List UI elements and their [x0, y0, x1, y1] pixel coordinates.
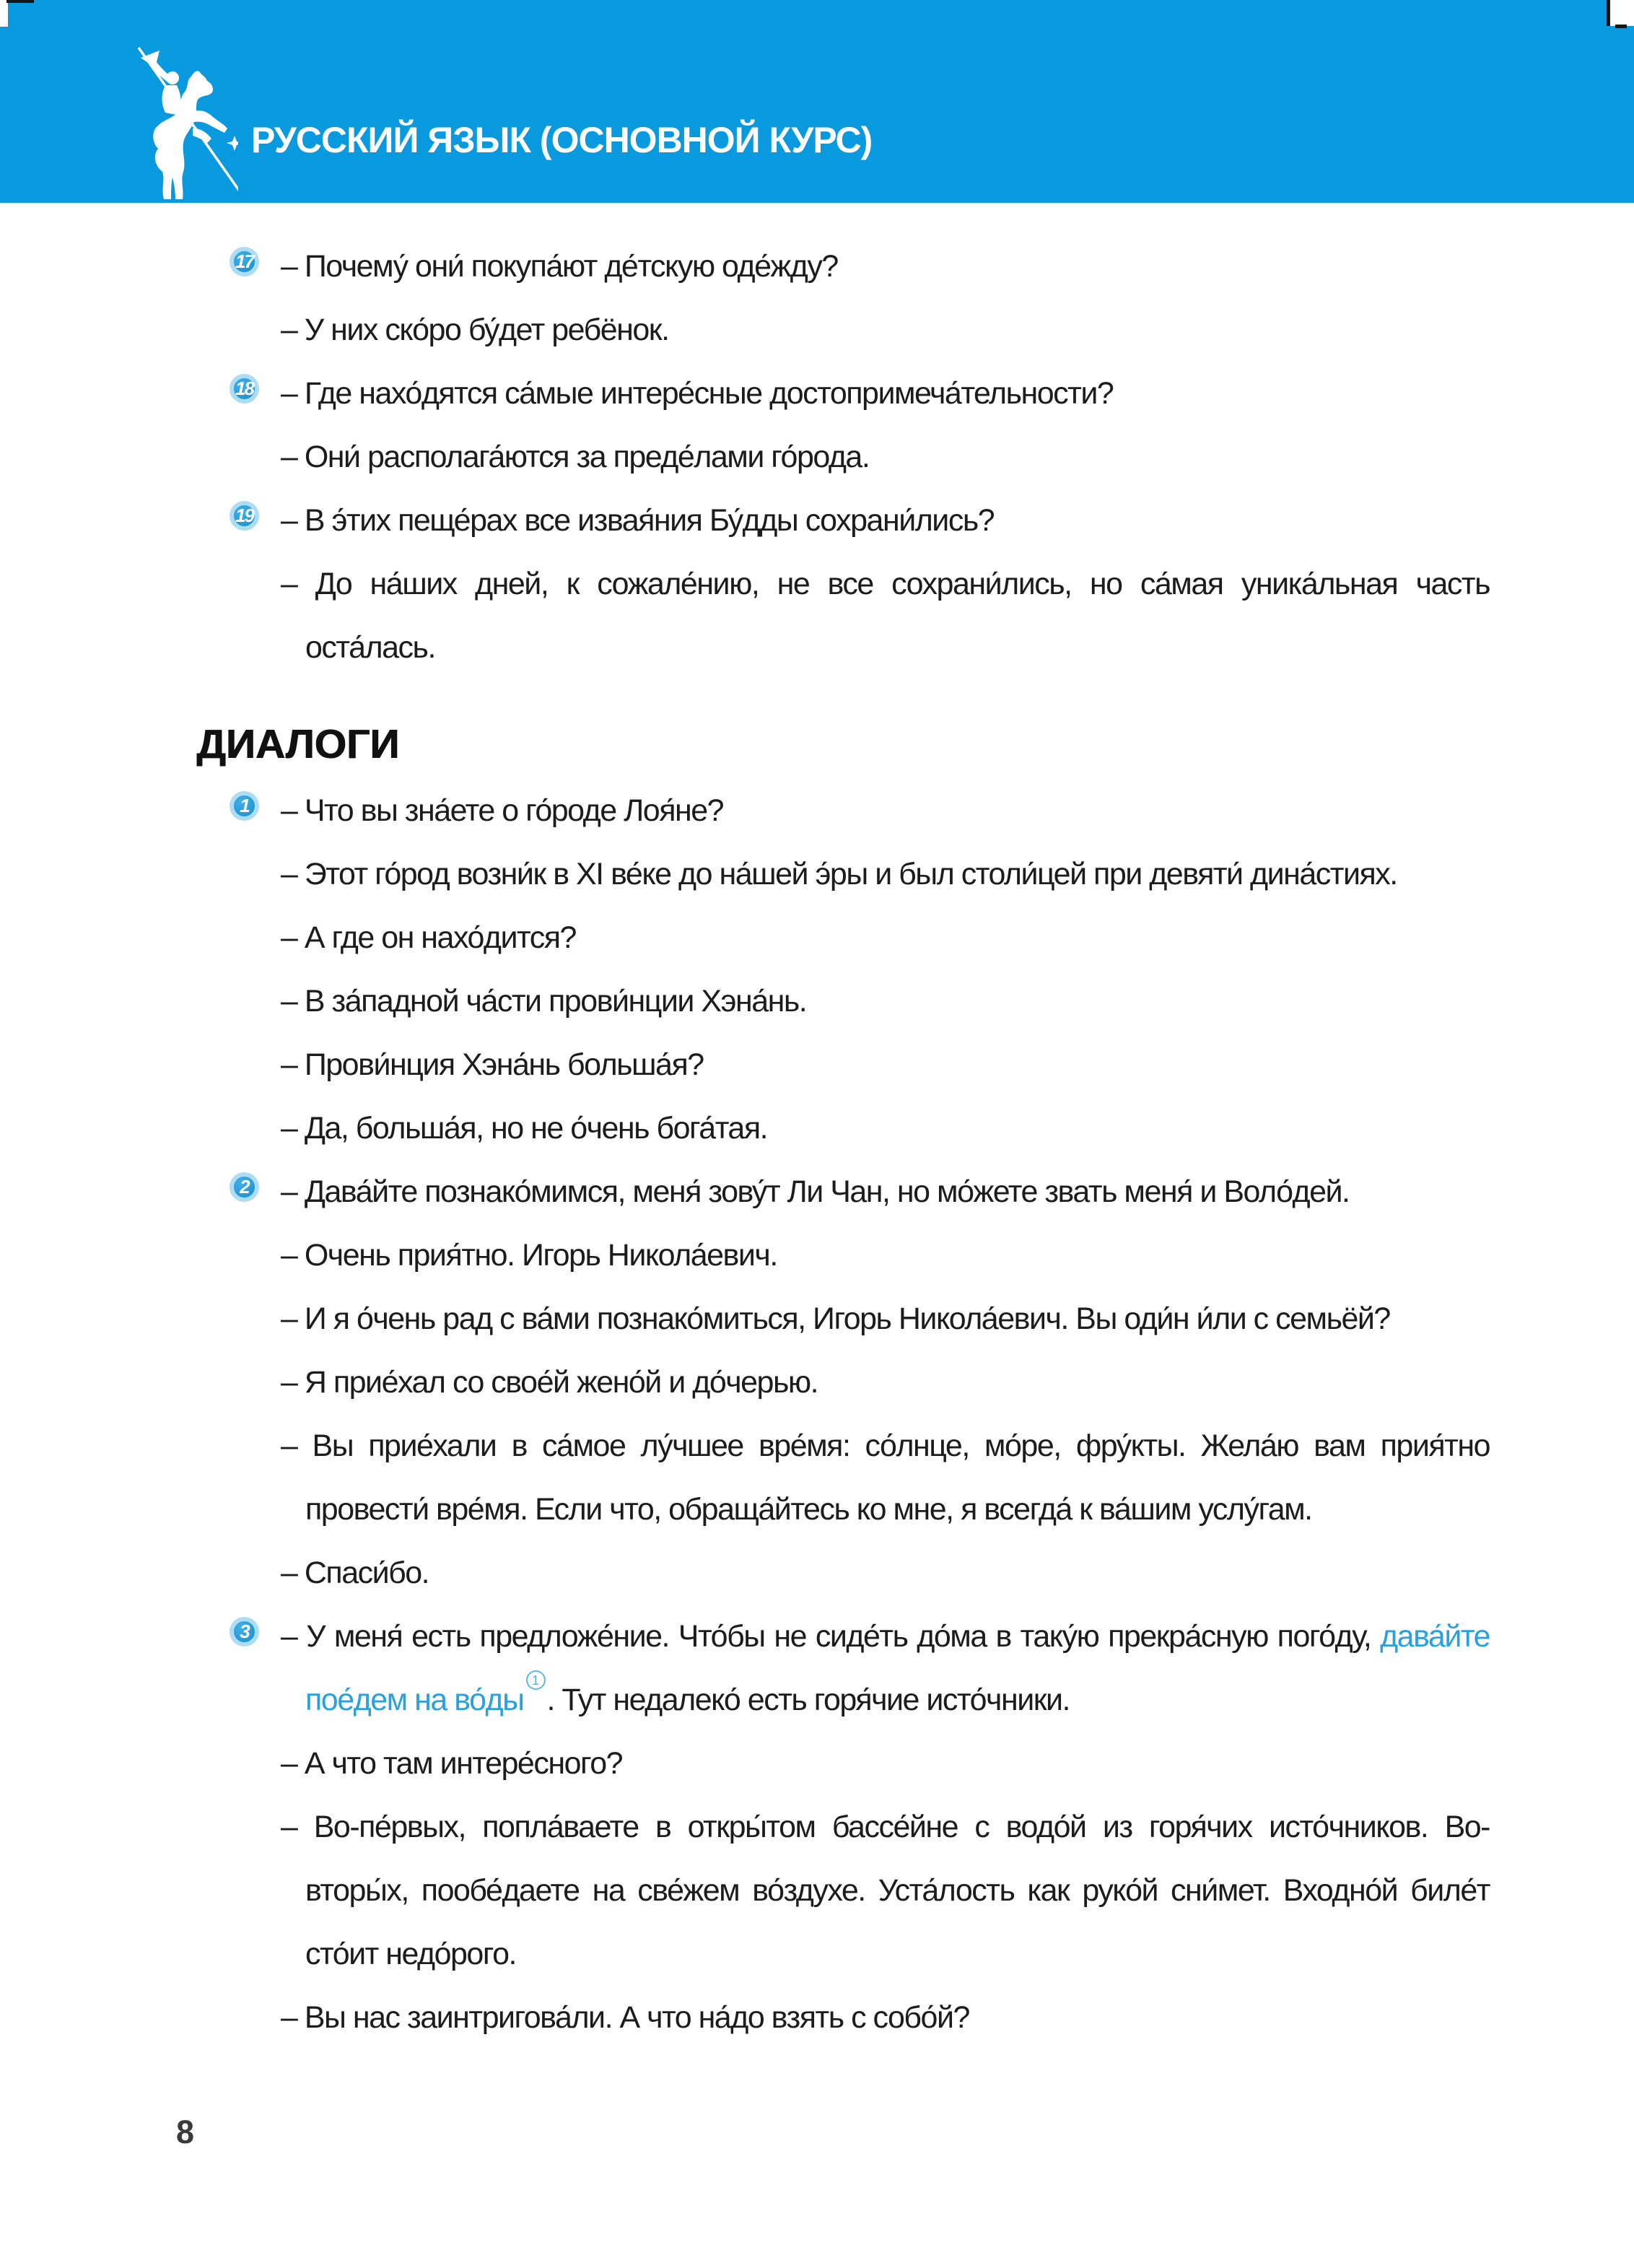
dialogue-line: [281, 1795, 1490, 1986]
dialogue-line: [281, 298, 1490, 362]
numbered-item: [230, 489, 1490, 679]
dialogue-line: [281, 1033, 1490, 1096]
dialogue-line: [281, 906, 1490, 969]
badge-cell: [230, 362, 281, 404]
dialogue-line: [281, 779, 1490, 842]
badge-cell: [230, 1160, 281, 1202]
text-segment: – Где нахо́дятся са́мые интере́сные достопримеча́тельности?: [281, 376, 1114, 411]
text-segment: – А что там интере́сного?: [281, 1746, 623, 1781]
text-segment: – А где он нахо́дится?: [281, 920, 576, 955]
badge-cell: [230, 779, 281, 821]
text-segment: – Я прие́хал со свое́й жено́й и до́черью.: [281, 1365, 818, 1400]
item-number-badge: 3: [230, 1617, 259, 1647]
text-segment: – У меня́ есть предложе́ние. Что́бы не сиде́ть до́ма в таку́ю прекра́сную пого́ду,: [281, 1619, 1381, 1654]
text-segment: – В э́тих пеще́рах все извая́ния Бу́дды сохрани́лись?: [281, 503, 995, 538]
item-number-badge: 18: [230, 374, 259, 404]
badge-cell: [230, 489, 281, 531]
dialogue-line: [281, 1160, 1490, 1224]
text-segment: – Что вы зна́ете о го́роде Лоя́не?: [281, 793, 724, 828]
dialogue-line: [281, 425, 1490, 489]
item-number-badge: 19: [230, 501, 259, 531]
dialogue-line: [281, 1414, 1490, 1541]
text-segment: – Этот го́род возни́к в XI ве́ке до на́шей э́ры и был столи́цей при девяти́ дина́стиях.: [281, 857, 1397, 891]
footnote-ref: [524, 1672, 547, 1705]
badge-cell: [230, 235, 281, 276]
badge-cell: [230, 1605, 281, 1647]
dialogue-line: [281, 552, 1490, 679]
dialogue-line: [281, 969, 1490, 1033]
dialogue-line: [281, 842, 1490, 906]
text-segment: – Почему́ они́ покупа́ют де́тскую оде́жду?: [281, 249, 838, 284]
numbered-item: [230, 235, 1490, 362]
item-number-badge: 17: [230, 247, 259, 276]
dialogue-line: [281, 1224, 1490, 1287]
dialogue-line: [281, 1287, 1490, 1351]
text-segment: – У них ско́ро бу́дет ребёнок.: [281, 313, 669, 347]
exercises-section: [230, 235, 1490, 679]
numbered-item: [230, 779, 1490, 1160]
dialogues-section: [230, 779, 1490, 2049]
text-segment: – Во-пе́рвых, попла́ваете в откры́том бассе́йне с водо́й из горя́чих исто́чников. Во-вторы́х, пообе́даете на све́жем во́здухе. Уста́лость как руко́й сни́мет. Входно́й биле́т сто́ит недо́рого.: [281, 1810, 1490, 1971]
item-number-badge: 2: [230, 1172, 259, 1202]
dialogue-line: [281, 1605, 1490, 1732]
text-segment: – Они́ располага́ются за преде́лами го́рода.: [281, 440, 870, 474]
text-segment: – Прови́нция Хэна́нь больша́я?: [281, 1047, 704, 1082]
text-segment: – До на́ших дней, к сожале́нию, не все сохрани́лись, но са́мая уника́льная часть оста́лась.: [281, 567, 1490, 665]
dialogue-line: [281, 1351, 1490, 1414]
dialogue-line: [281, 489, 1490, 552]
item-body: [281, 1160, 1490, 1605]
text-segment: – Спаси́бо.: [281, 1556, 429, 1590]
numbered-item: [230, 1160, 1490, 1605]
item-body: [281, 489, 1490, 679]
text-segment: – Дава́йте познако́мимся, меня́ зову́т Ли Чан, но мо́жете звать меня́ и Воло́дей.: [281, 1174, 1350, 1209]
dialogue-line: [281, 235, 1490, 298]
item-body: [281, 1605, 1490, 2049]
dialogue-line: [281, 1986, 1490, 2049]
item-body: [281, 235, 1490, 362]
dialogue-line: [281, 1732, 1490, 1795]
page-title: РУССКИЙ ЯЗЫК (ОСНОВНОЙ КУРС): [251, 120, 873, 160]
item-number-badge: 1: [230, 791, 259, 821]
text-segment: – И я о́чень рад с ва́ми познако́миться, Игорь Никола́евич. Вы оди́н и́ли с семьёй?: [281, 1301, 1390, 1336]
circled-number-icon: 1: [526, 1670, 546, 1690]
text-segment: – Вы нас заинтригова́ли. А что на́до взять с собо́й?: [281, 2000, 969, 2035]
dialogue-line: [281, 1096, 1490, 1160]
page-number: 8: [176, 2114, 195, 2150]
text-segment: – Да, больша́я, но не о́чень бога́тая.: [281, 1111, 768, 1146]
dialogues-heading: ДИАЛОГИ: [196, 721, 400, 767]
item-body: [281, 362, 1490, 489]
numbered-item: [230, 1605, 1490, 2049]
highlighted-phrase: дава́йте пое́дем на во́ды: [305, 1619, 1490, 1717]
item-body: [281, 779, 1490, 1160]
text-segment: – Очень прия́тно. Игорь Никола́евич.: [281, 1238, 777, 1273]
dialogue-line: [281, 362, 1490, 425]
dialogue-line: [281, 1541, 1490, 1605]
text-segment: – Вы прие́хали в са́мое лу́чшее вре́мя: со́лнце, мо́ре, фру́кты. Жела́ю вам прия́тно провести́ вре́мя. Если что, обраща́йтесь ко мне, я всегда́ к ва́шим услу́гам.: [281, 1429, 1490, 1527]
numbered-item: [230, 362, 1490, 489]
text-segment: . Тут недалеко́ есть горя́чие исто́чники.: [546, 1683, 1070, 1717]
text-segment: – В за́падной ча́сти прови́нции Хэна́нь.: [281, 984, 807, 1019]
